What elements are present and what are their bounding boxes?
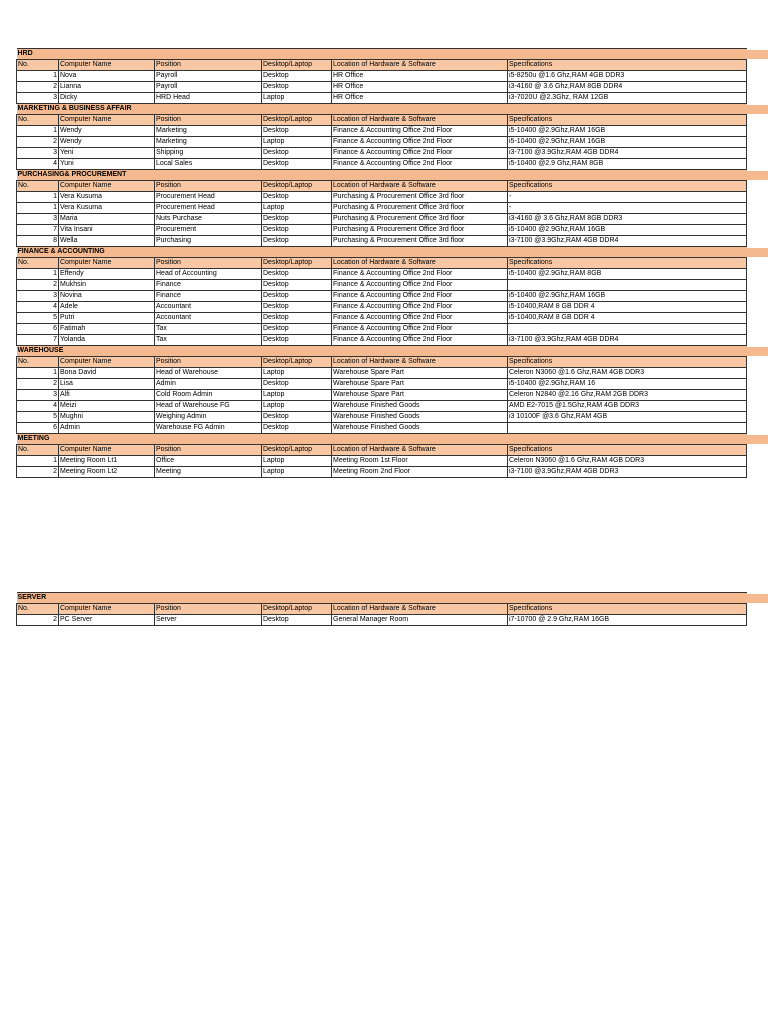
cell-no[interactable]: 2 (17, 137, 59, 148)
cell-device-type[interactable]: Desktop (262, 269, 332, 280)
cell-computer-name[interactable]: Admin (59, 423, 155, 434)
cell-position[interactable]: Cold Room Admin (155, 390, 262, 401)
cell-no[interactable]: 3 (17, 214, 59, 225)
cell-position[interactable]: Tax (155, 335, 262, 346)
cell-computer-name[interactable]: Vita Insani (59, 225, 155, 236)
table-row (17, 225, 747, 236)
server-table (16, 592, 747, 626)
cell-position[interactable]: Procurement Head (155, 203, 262, 214)
cell-no[interactable]: 3 (17, 93, 59, 104)
header-location[interactable]: Location of Hardware & Software (332, 357, 508, 368)
cell-position[interactable]: Accountant (155, 302, 262, 313)
header-device-type[interactable]: Desktop/Laptop (262, 181, 332, 192)
header-device-type[interactable]: Desktop/Laptop (262, 60, 332, 71)
cell-computer-name[interactable]: Wella (59, 236, 155, 247)
cell-device-type[interactable]: Desktop (262, 412, 332, 423)
cell-no[interactable]: 7 (17, 225, 59, 236)
header-device-type[interactable]: Desktop/Laptop (262, 445, 332, 456)
column-header-row (17, 357, 747, 368)
cell-location[interactable]: Warehouse Spare Part (332, 390, 508, 401)
cell-computer-name[interactable]: Meizi (59, 401, 155, 412)
cell-specifications[interactable]: i3-4160 @ 3.6 Ghz,RAM 8GB DDR4 (508, 82, 747, 93)
inventory-sheet (16, 48, 768, 478)
cell-position[interactable]: Nuts Purchase (155, 214, 262, 225)
cell-location[interactable]: Purchasing & Procurement Office 3rd floor (332, 214, 508, 225)
cell-computer-name[interactable]: Effendy (59, 269, 155, 280)
section-title[interactable]: HRD (17, 49, 747, 60)
cell-specifications[interactable] (508, 280, 747, 291)
section-title-row (17, 247, 747, 258)
cell-position[interactable]: Payroll (155, 71, 262, 82)
header-specifications[interactable]: Specifications (508, 115, 747, 126)
section-bar-tail (746, 435, 768, 444)
header-device-type[interactable]: Desktop/Laptop (262, 604, 332, 615)
section-title[interactable]: FINANCE & ACCOUNTING (17, 247, 747, 258)
cell-no[interactable]: 4 (17, 159, 59, 170)
section-bar-tail (746, 347, 768, 356)
cell-location[interactable]: Finance & Accounting Office 2nd Floor (332, 302, 508, 313)
cell-no[interactable]: 1 (17, 71, 59, 82)
cell-computer-name[interactable]: Wendy (59, 137, 155, 148)
header-computer-name[interactable]: Computer Name (59, 604, 155, 615)
header-specifications[interactable]: Specifications (508, 258, 747, 269)
cell-specifications[interactable]: i5-10400,RAM 8 GB DDR 4 (508, 313, 747, 324)
cell-computer-name[interactable]: Wendy (59, 126, 155, 137)
cell-computer-name[interactable]: Novina (59, 291, 155, 302)
cell-specifications[interactable]: i3-7100 @3.9Ghz,RAM 4GB DDR3 (508, 467, 747, 478)
cell-location[interactable]: Meeting Room 2nd Floor (332, 467, 508, 478)
cell-location[interactable]: Finance & Accounting Office 2nd Floor (332, 137, 508, 148)
header-position[interactable]: Position (155, 115, 262, 126)
table-row (17, 236, 747, 247)
cell-computer-name[interactable]: Meeting Room Lt1 (59, 456, 155, 467)
cell-computer-name[interactable]: Mughni (59, 412, 155, 423)
cell-device-type[interactable]: Laptop (262, 456, 332, 467)
cell-no[interactable]: 1 (17, 368, 59, 379)
cell-computer-name[interactable]: Dicky (59, 93, 155, 104)
cell-position[interactable]: Procurement (155, 225, 262, 236)
cell-specifications[interactable]: i5-10400,RAM 8 GB DDR 4 (508, 302, 747, 313)
header-specifications[interactable]: Specifications (508, 357, 747, 368)
cell-no[interactable]: 3 (17, 390, 59, 401)
section-title[interactable]: SERVER (17, 593, 747, 604)
cell-location[interactable]: Warehouse Spare Part (332, 368, 508, 379)
cell-location[interactable]: Finance & Accounting Office 2nd Floor (332, 324, 508, 335)
cell-specifications[interactable]: i5-10400 @2.9Ghz,RAM 16GB (508, 137, 747, 148)
cell-no[interactable]: 1 (17, 203, 59, 214)
cell-location[interactable]: Finance & Accounting Office 2nd Floor (332, 291, 508, 302)
cell-position[interactable]: Head of Warehouse FG (155, 401, 262, 412)
cell-device-type[interactable]: Laptop (262, 203, 332, 214)
cell-location[interactable]: Purchasing & Procurement Office 3rd floor (332, 203, 508, 214)
table-row (17, 456, 747, 467)
header-position[interactable]: Position (155, 445, 262, 456)
cell-device-type[interactable]: Desktop (262, 192, 332, 203)
table-row (17, 137, 747, 148)
table-row (17, 401, 747, 412)
cell-position[interactable]: Marketing (155, 126, 262, 137)
cell-position[interactable]: Payroll (155, 82, 262, 93)
cell-no[interactable]: 7 (17, 335, 59, 346)
cell-device-type[interactable]: Desktop (262, 379, 332, 390)
table-row (17, 368, 747, 379)
cell-device-type[interactable]: Laptop (262, 368, 332, 379)
cell-no[interactable]: 2 (17, 615, 59, 626)
cell-location[interactable]: Warehouse Finished Goods (332, 412, 508, 423)
header-computer-name[interactable]: Computer Name (59, 115, 155, 126)
server-sheet (16, 592, 768, 626)
cell-specifications[interactable]: i5-10400 @2.9Ghz,RAM 16 (508, 379, 747, 390)
header-no[interactable]: No. (17, 115, 59, 126)
section-title[interactable]: MEETING (17, 434, 747, 445)
cell-location[interactable]: Finance & Accounting Office 2nd Floor (332, 126, 508, 137)
cell-position[interactable]: Warehouse FG Admin (155, 423, 262, 434)
cell-location[interactable]: Purchasing & Procurement Office 3rd floor (332, 225, 508, 236)
column-header-row (17, 181, 747, 192)
cell-computer-name[interactable]: Yuni (59, 159, 155, 170)
header-computer-name[interactable]: Computer Name (59, 60, 155, 71)
cell-no[interactable]: 1 (17, 192, 59, 203)
cell-device-type[interactable]: Desktop (262, 615, 332, 626)
cell-no[interactable]: 2 (17, 467, 59, 478)
cell-no[interactable]: 2 (17, 379, 59, 390)
header-computer-name[interactable]: Computer Name (59, 445, 155, 456)
cell-specifications[interactable]: AMD E2-7015 @1.5Ghz,RAM 4GB DDR3 (508, 401, 747, 412)
header-location[interactable]: Location of Hardware & Software (332, 604, 508, 615)
cell-location[interactable]: Finance & Accounting Office 2nd Floor (332, 269, 508, 280)
header-position[interactable]: Position (155, 357, 262, 368)
table-row (17, 148, 747, 159)
cell-specifications[interactable]: Celeron N3060 @1.6 Ghz,RAM 4GB DDR3 (508, 456, 747, 467)
cell-location[interactable]: HR Office (332, 93, 508, 104)
header-position[interactable]: Position (155, 181, 262, 192)
cell-device-type[interactable]: Laptop (262, 390, 332, 401)
table-row (17, 313, 747, 324)
cell-device-type[interactable]: Desktop (262, 324, 332, 335)
header-specifications[interactable]: Specifications (508, 445, 747, 456)
cell-device-type[interactable]: Desktop (262, 159, 332, 170)
cell-computer-name[interactable]: Bona David (59, 368, 155, 379)
cell-device-type[interactable]: Desktop (262, 302, 332, 313)
header-no[interactable]: No. (17, 60, 59, 71)
cell-position[interactable]: Meeting (155, 467, 262, 478)
cell-device-type[interactable]: Desktop (262, 82, 332, 93)
cell-computer-name[interactable]: Alfi (59, 390, 155, 401)
cell-computer-name[interactable]: Yeni (59, 148, 155, 159)
cell-no[interactable]: 1 (17, 269, 59, 280)
cell-position[interactable]: Accountant (155, 313, 262, 324)
cell-device-type[interactable]: Desktop (262, 214, 332, 225)
cell-device-type[interactable]: Desktop (262, 225, 332, 236)
cell-device-type[interactable]: Desktop (262, 71, 332, 82)
cell-computer-name[interactable]: Lianna (59, 82, 155, 93)
section-bar-tail (746, 248, 768, 257)
cell-location[interactable]: General Manager Room (332, 615, 508, 626)
cell-device-type[interactable]: Desktop (262, 423, 332, 434)
header-specifications[interactable]: Specifications (508, 604, 747, 615)
cell-position[interactable]: Weighing Admin (155, 412, 262, 423)
table-row (17, 192, 747, 203)
header-location[interactable]: Location of Hardware & Software (332, 60, 508, 71)
cell-location[interactable]: Warehouse Spare Part (332, 379, 508, 390)
header-device-type[interactable]: Desktop/Laptop (262, 258, 332, 269)
cell-specifications[interactable]: i3-7100 @3.9Ghz,RAM 4GB DDR4 (508, 335, 747, 346)
section-bar-tail (746, 50, 768, 59)
column-header-row (17, 604, 747, 615)
column-header-row (17, 115, 747, 126)
cell-location[interactable]: Warehouse Finished Goods (332, 401, 508, 412)
cell-location[interactable]: Finance & Accounting Office 2nd Floor (332, 335, 508, 346)
header-location[interactable]: Location of Hardware & Software (332, 258, 508, 269)
cell-location[interactable]: Finance & Accounting Office 2nd Floor (332, 148, 508, 159)
header-location[interactable]: Location of Hardware & Software (332, 115, 508, 126)
cell-no[interactable]: 3 (17, 291, 59, 302)
cell-position[interactable]: Finance (155, 280, 262, 291)
cell-specifications[interactable]: i5-10400 @2.9Ghz,RAM 8GB (508, 269, 747, 280)
table-row (17, 324, 747, 335)
cell-position[interactable]: Tax (155, 324, 262, 335)
section-title[interactable]: PURCHASING& PROCUREMENT (17, 170, 747, 181)
table-row (17, 214, 747, 225)
cell-location[interactable]: HR Office (332, 71, 508, 82)
section-title-row (17, 49, 747, 60)
cell-device-type[interactable]: Desktop (262, 126, 332, 137)
cell-computer-name[interactable]: Vera Kusuma (59, 203, 155, 214)
cell-specifications[interactable]: i5-10400 @2.9Ghz,RAM 16GB (508, 126, 747, 137)
cell-specifications[interactable]: i3-7100 @3.9Ghz,RAM 4GB DDR4 (508, 148, 747, 159)
cell-location[interactable]: Warehouse Finished Goods (332, 423, 508, 434)
cell-device-type[interactable]: Desktop (262, 291, 332, 302)
column-header-row (17, 258, 747, 269)
cell-device-type[interactable]: Desktop (262, 313, 332, 324)
header-device-type[interactable]: Desktop/Laptop (262, 357, 332, 368)
cell-position[interactable]: HRD Head (155, 93, 262, 104)
section-bar-tail (746, 594, 768, 603)
cell-computer-name[interactable]: Meeting Room Lt2 (59, 467, 155, 478)
cell-location[interactable]: Finance & Accounting Office 2nd Floor (332, 280, 508, 291)
table-row (17, 302, 747, 313)
cell-device-type[interactable]: Laptop (262, 93, 332, 104)
cell-no[interactable]: 6 (17, 324, 59, 335)
section-title-row (17, 170, 747, 181)
cell-position[interactable]: Admin (155, 379, 262, 390)
table-row (17, 390, 747, 401)
cell-computer-name[interactable]: Lisa (59, 379, 155, 390)
cell-specifications[interactable]: i3 10100F @3.6 Ghz,RAM 4GB (508, 412, 747, 423)
cell-computer-name[interactable]: Mukhsin (59, 280, 155, 291)
cell-specifications[interactable]: i3-7020U @2.3Ghz, RAM 12GB (508, 93, 747, 104)
header-location[interactable]: Location of Hardware & Software (332, 181, 508, 192)
table-row (17, 615, 747, 626)
section-title-row (17, 346, 747, 357)
header-device-type[interactable]: Desktop/Laptop (262, 115, 332, 126)
cell-device-type[interactable]: Desktop (262, 335, 332, 346)
cell-location[interactable]: Purchasing & Procurement Office 3rd floor (332, 236, 508, 247)
cell-device-type[interactable]: Desktop (262, 280, 332, 291)
cell-no[interactable]: 4 (17, 302, 59, 313)
header-computer-name[interactable]: Computer Name (59, 258, 155, 269)
cell-location[interactable]: HR Office (332, 82, 508, 93)
section-title-row (17, 104, 747, 115)
section-title[interactable]: MARKETING & BUSINESS AFFAIR (17, 104, 747, 115)
cell-specifications[interactable]: - (508, 192, 747, 203)
cell-computer-name[interactable]: Yolanda (59, 335, 155, 346)
section-title-row (17, 434, 747, 445)
header-specifications[interactable]: Specifications (508, 60, 747, 71)
table-row (17, 423, 747, 434)
cell-no[interactable]: 5 (17, 412, 59, 423)
cell-position[interactable]: Head of Warehouse (155, 368, 262, 379)
cell-no[interactable]: 2 (17, 280, 59, 291)
table-row (17, 467, 747, 478)
cell-location[interactable]: Meeting Room 1st Floor (332, 456, 508, 467)
cell-no[interactable]: 4 (17, 401, 59, 412)
cell-computer-name[interactable]: Vera Kusuma (59, 192, 155, 203)
header-computer-name[interactable]: Computer Name (59, 181, 155, 192)
header-position[interactable]: Position (155, 60, 262, 71)
table-row (17, 71, 747, 82)
cell-location[interactable]: Finance & Accounting Office 2nd Floor (332, 159, 508, 170)
table-row (17, 335, 747, 346)
cell-device-type[interactable]: Desktop (262, 148, 332, 159)
table-row (17, 291, 747, 302)
header-no[interactable]: No. (17, 445, 59, 456)
cell-position[interactable]: Marketing (155, 137, 262, 148)
cell-specifications[interactable]: i7-10700 @ 2.9 Ghz,RAM 16GB (508, 615, 747, 626)
cell-specifications[interactable]: i5-10400 @2.9 Ghz,RAM 8GB (508, 159, 747, 170)
cell-computer-name[interactable]: Maria (59, 214, 155, 225)
cell-specifications[interactable]: i5-10400 @2.9Ghz,RAM 16GB (508, 291, 747, 302)
cell-location[interactable]: Finance & Accounting Office 2nd Floor (332, 313, 508, 324)
cell-device-type[interactable]: Laptop (262, 401, 332, 412)
cell-position[interactable]: Shipping (155, 148, 262, 159)
header-no[interactable]: No. (17, 357, 59, 368)
header-position[interactable]: Position (155, 604, 262, 615)
cell-specifications[interactable]: Celeron N3060 @1.6 Ghz,RAM 4GB DDR3 (508, 368, 747, 379)
header-no[interactable]: No. (17, 181, 59, 192)
table-row (17, 93, 747, 104)
cell-specifications[interactable]: i5-8250u @1.6 Ghz,RAM 4GB DDR3 (508, 71, 747, 82)
table-row (17, 126, 747, 137)
cell-no[interactable]: 2 (17, 82, 59, 93)
table-row (17, 412, 747, 423)
section-bar-tail (746, 105, 768, 114)
cell-specifications[interactable]: - (508, 203, 747, 214)
cell-computer-name[interactable]: Putri (59, 313, 155, 324)
cell-no[interactable]: 1 (17, 456, 59, 467)
cell-computer-name[interactable]: Nova (59, 71, 155, 82)
header-specifications[interactable]: Specifications (508, 181, 747, 192)
table-row (17, 280, 747, 291)
section-bar-tail (746, 171, 768, 180)
table-row (17, 203, 747, 214)
table-row (17, 379, 747, 390)
cell-no[interactable]: 6 (17, 423, 59, 434)
cell-device-type[interactable]: Laptop (262, 137, 332, 148)
cell-position[interactable]: Office (155, 456, 262, 467)
inventory-table (16, 48, 747, 478)
column-header-row (17, 445, 747, 456)
header-position[interactable]: Position (155, 258, 262, 269)
cell-position[interactable]: Purchasing (155, 236, 262, 247)
table-row (17, 82, 747, 93)
header-location[interactable]: Location of Hardware & Software (332, 445, 508, 456)
header-no[interactable]: No. (17, 258, 59, 269)
cell-device-type[interactable]: Desktop (262, 236, 332, 247)
cell-no[interactable]: 3 (17, 148, 59, 159)
column-header-row (17, 60, 747, 71)
cell-position[interactable]: Finance (155, 291, 262, 302)
table-row (17, 159, 747, 170)
header-no[interactable]: No. (17, 604, 59, 615)
cell-position[interactable]: Head of Accounting (155, 269, 262, 280)
cell-position[interactable]: Server (155, 615, 262, 626)
cell-position[interactable]: Local Sales (155, 159, 262, 170)
cell-no[interactable]: 1 (17, 126, 59, 137)
cell-specifications[interactable]: i3-7100 @3.9Ghz,RAM 4GB DDR4 (508, 236, 747, 247)
cell-computer-name[interactable]: Adele (59, 302, 155, 313)
cell-computer-name[interactable]: Fatimah (59, 324, 155, 335)
cell-location[interactable]: Purchasing & Procurement Office 3rd floor (332, 192, 508, 203)
cell-specifications[interactable]: i5-10400 @2.9Ghz,RAM 16GB (508, 225, 747, 236)
section-title-row (17, 593, 747, 604)
cell-specifications[interactable]: i3-4160 @ 3.6 Ghz,RAM 8GB DDR3 (508, 214, 747, 225)
cell-specifications[interactable] (508, 423, 747, 434)
cell-no[interactable]: 5 (17, 313, 59, 324)
header-computer-name[interactable]: Computer Name (59, 357, 155, 368)
cell-device-type[interactable]: Laptop (262, 467, 332, 478)
cell-no[interactable]: 8 (17, 236, 59, 247)
cell-specifications[interactable] (508, 324, 747, 335)
cell-specifications[interactable]: Celeron N2840 @2.16 Ghz,RAM 2GB DDR3 (508, 390, 747, 401)
cell-position[interactable]: Procurement Head (155, 192, 262, 203)
cell-computer-name[interactable]: PC Server (59, 615, 155, 626)
table-row (17, 269, 747, 280)
section-title[interactable]: WAREHOUSE (17, 346, 747, 357)
